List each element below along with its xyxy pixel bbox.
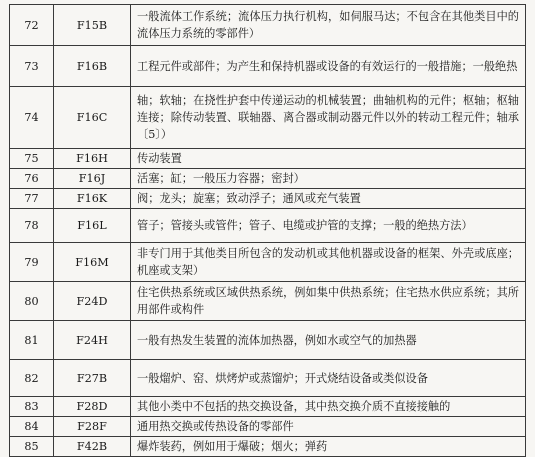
row-number: 79 [10,243,54,282]
class-code: F24H [54,321,131,360]
table-row [10,321,526,360]
class-code: F16H [54,149,131,169]
row-number: 85 [10,437,54,457]
class-description: 通用热交换或传热设备的零部件 [131,417,526,437]
table-row [10,169,526,189]
class-code: F28F [54,417,131,437]
row-number: 83 [10,397,54,417]
class-code: F15B [54,5,131,46]
class-description: 一般有热发生装置的流体加热器，例如水或空气的加热器 [131,321,526,360]
class-code: F16J [54,169,131,189]
class-code: F16L [54,209,131,243]
table-row [10,437,526,457]
class-description: 一般熘炉、窑、烘烤炉或蒸馏炉；开式烧结设备或类似设备 [131,360,526,397]
class-code: F16M [54,243,131,282]
table-row [10,417,526,437]
class-description: 管子；管接头或管件；管子、电缆或护管的支撑；一般的绝热方法） [131,209,526,243]
class-description: 住宅供热系统或区域供热系统，例如集中供热系统；住宅热水供应系统；其所用部件或构件 [131,282,526,321]
table-row [10,209,526,243]
row-number: 73 [10,46,54,87]
class-description: 阀；龙头；旋塞；致动浮子；通风或充气装置 [131,189,526,209]
class-code: F16C [54,87,131,149]
row-number: 78 [10,209,54,243]
table-row [10,46,526,87]
class-description: 其他小类中不包括的热交换设备，其中热交换介质不直接接触的 [131,397,526,417]
class-code: F27B [54,360,131,397]
table-row [10,5,526,46]
row-number: 84 [10,417,54,437]
class-code: F24D [54,282,131,321]
row-number: 81 [10,321,54,360]
row-number: 80 [10,282,54,321]
class-description: 轴；软轴；在挠性护套中传递运动的机械装置；曲轴机构的元件；枢轴；枢轴连接；除传动装置、联轴器、离合器或制动器元件以外的转动工程元件；轴承〔5〕） [131,87,526,149]
row-number: 76 [10,169,54,189]
class-description: 非专门用于其他类目所包含的发动机或其他机器或设备的框架、外壳或底座；机座或支架） [131,243,526,282]
class-description: 活塞；缸；一般压力容器；密封） [131,169,526,189]
row-number: 77 [10,189,54,209]
row-number: 72 [10,5,54,46]
class-description: 传动装置 [131,149,526,169]
class-description: 爆炸装药，例如用于爆破；烟火；弹药 [131,437,526,457]
class-code: F16B [54,46,131,87]
table-row [10,243,526,282]
row-number: 74 [10,87,54,149]
class-description: 一般流体工作系统；流体压力执行机构，如伺服马达；不包含在其他类目中的流体压力系统的零部件） [131,5,526,46]
table-row [10,149,526,169]
class-description: 工程元件或部件；为产生和保持机器或设备的有效运行的一般措施；一般绝热 [131,46,526,87]
table-row [10,360,526,397]
table-row [10,87,526,149]
document-page [9,4,525,457]
table-row [10,189,526,209]
table-row [10,282,526,321]
row-number: 82 [10,360,54,397]
class-code: F42B [54,437,131,457]
class-code: F28D [54,397,131,417]
row-number: 75 [10,149,54,169]
table-row [10,397,526,417]
classification-table [9,4,526,457]
class-code: F16K [54,189,131,209]
